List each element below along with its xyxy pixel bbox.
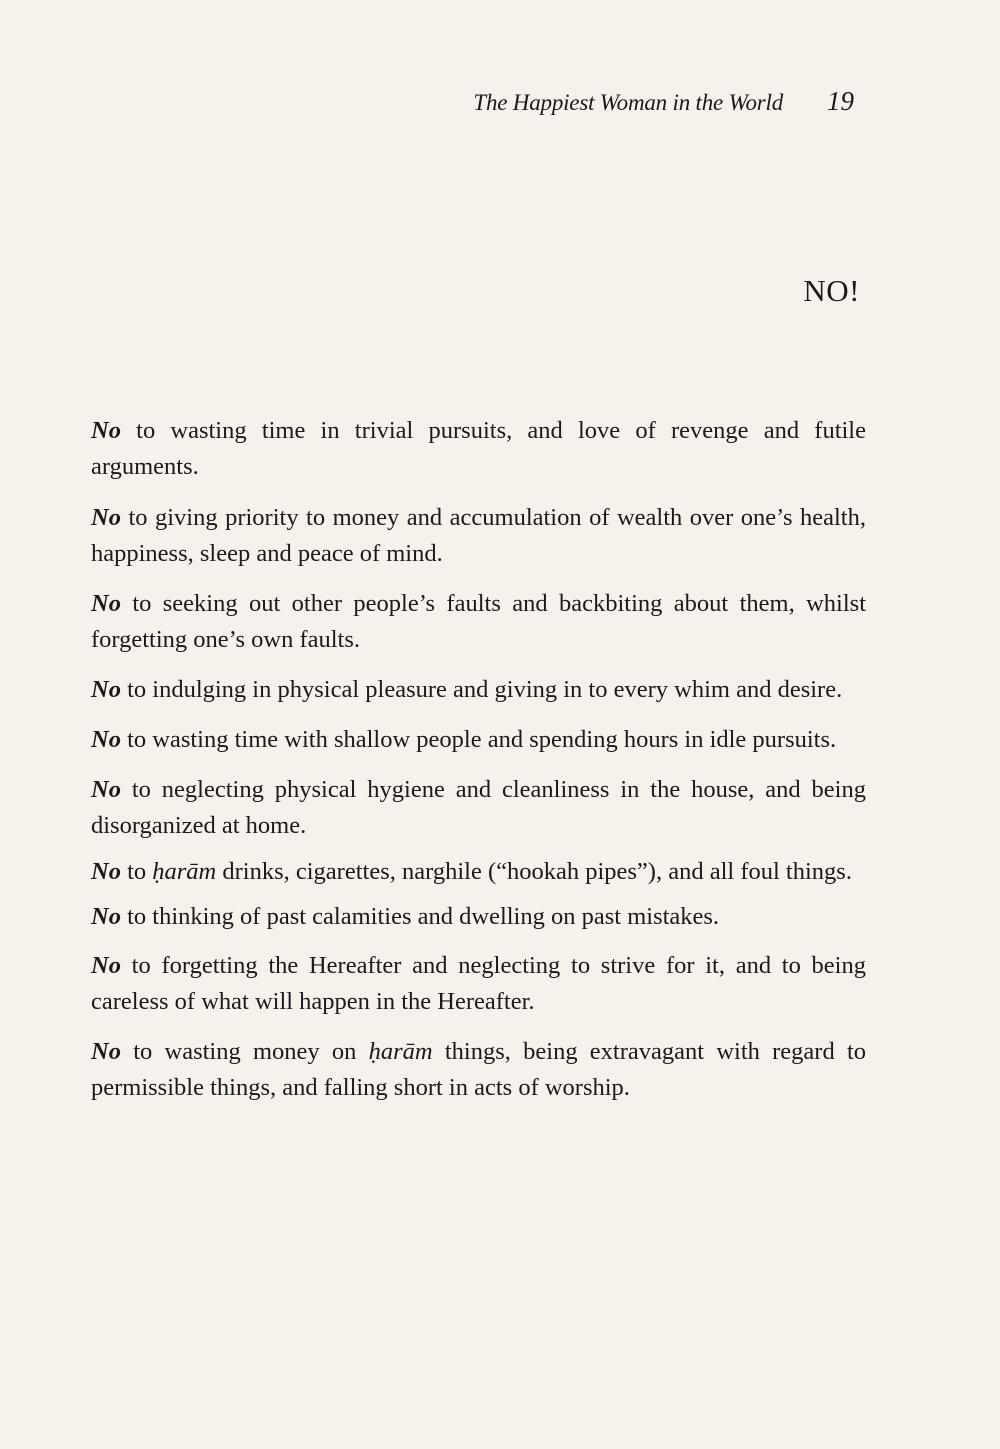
paragraph-text: to seeking out other people’s faults and backbiting about them, whilst forgetting one’s own faults. [91,590,866,653]
paragraph-text: to wasting money on [120,1038,369,1065]
arabic-term: ḥarām [368,1038,433,1065]
paragraph-lead: No [91,903,121,930]
paragraph [91,899,866,935]
paragraph [91,854,866,890]
paragraph [91,586,866,658]
paragraph [91,772,866,844]
paragraph-text: to [120,858,153,885]
paragraph-lead: No [91,1038,121,1065]
paragraph-lead: No [91,858,121,885]
paragraph-lead: No [91,417,121,444]
paragraph-lead: No [91,776,121,803]
arabic-term: ḥarām [152,858,217,885]
paragraph-text: things, being extravagant with regard to permissible things, and falling short in acts of worship. [91,1038,866,1101]
paragraph [91,672,866,708]
paragraph [91,722,866,758]
running-title: The Happiest Woman in the World [473,90,783,115]
paragraph-text: to thinking of past calamities and dwelling on past mistakes. [120,903,720,930]
page-number: 19 [827,86,854,116]
paragraph-list [91,413,866,1120]
paragraph-lead: No [91,504,121,531]
paragraph-text: drinks, cigarettes, narghile (“hookah pipes”), and all foul things. [216,858,852,885]
paragraph-text: to wasting time in trivial pursuits, and love of revenge and futile arguments. [91,417,866,480]
paragraph-lead: No [91,952,121,979]
paragraph-text: to forgetting the Hereafter and neglecting to strive for it, and to being careless of what will happen in the Hereafter. [91,952,866,1015]
paragraph [91,1034,866,1106]
paragraph-lead: No [91,726,121,753]
paragraph [91,413,866,485]
running-header [473,86,854,117]
paragraph-text: to giving priority to money and accumulation of wealth over one’s health, happiness, sleep and peace of mind. [91,504,866,567]
paragraph [91,500,866,572]
paragraph [91,948,866,1020]
paragraph-lead: No [91,590,121,617]
section-title: NO! [803,273,860,308]
paragraph-text: to indulging in physical pleasure and giving in to every whim and desire. [120,676,843,703]
paragraph-text: to wasting time with shallow people and spending hours in idle pursuits. [120,726,837,753]
paragraph-lead: No [91,676,121,703]
paragraph-text: to neglecting physical hygiene and cleanliness in the house, and being disorganized at home. [91,776,866,839]
